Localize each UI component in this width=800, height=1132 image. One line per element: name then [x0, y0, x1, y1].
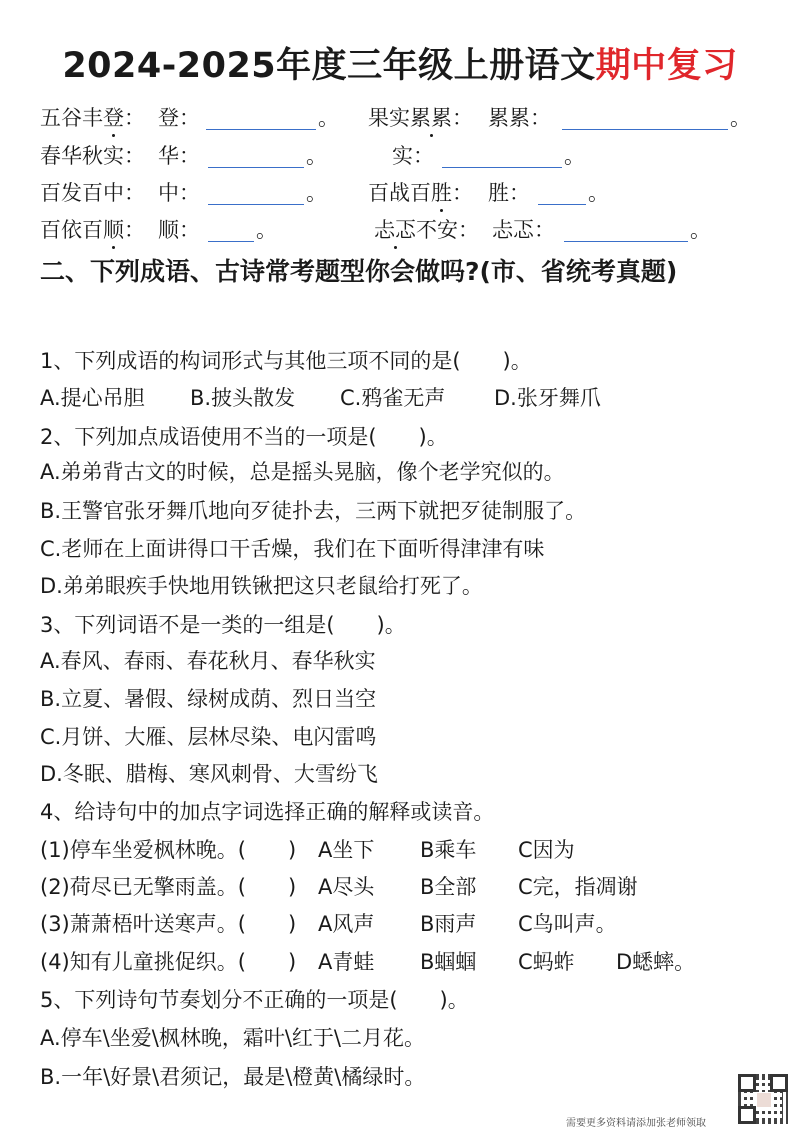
option-d[interactable]: D.张牙舞爪 [494, 386, 601, 410]
dotted-char: 胜 [431, 178, 452, 208]
option-c[interactable]: C鸟叫声。 [518, 912, 617, 936]
vocab-idiom: 百依百顺： [40, 215, 145, 245]
title-main: 2024-2025年度三年级上册语文 [62, 46, 596, 86]
question-4-stem: 4、给诗句中的加点字词选择正确的解释或读音。 [40, 800, 495, 824]
item-text: (4)知有儿童挑促织。( ) [40, 950, 297, 974]
answer-blank[interactable] [208, 241, 254, 242]
option-b[interactable]: B蝈蝈 [420, 950, 477, 974]
option-c[interactable]: C因为 [518, 838, 575, 862]
option-b[interactable]: B.披头散发 [190, 386, 296, 410]
option-c[interactable]: C蚂蚱 [518, 950, 575, 974]
answer-blank[interactable] [206, 129, 316, 130]
vocab-end: 。 [690, 218, 711, 242]
option-b[interactable]: B乘车 [420, 838, 477, 862]
qr-code-icon[interactable] [738, 1074, 788, 1124]
vocab-end: 。 [588, 181, 609, 205]
vocab-row-4 [40, 215, 780, 245]
vocab-row-2 [40, 141, 780, 171]
vocab-idiom: 果实累累： [368, 103, 473, 133]
qr-corner [738, 1074, 756, 1092]
vocab-word: 登： [158, 106, 200, 130]
vocab-word: 实： [392, 144, 434, 168]
option-a[interactable]: A尽头 [318, 875, 375, 899]
page-title [0, 36, 800, 96]
question-4-item [40, 908, 780, 940]
option-c[interactable]: C.月饼、大雁、层林尽染、电闪雷鸣 [40, 725, 377, 749]
vocab-idiom: 百战百胜： [368, 178, 473, 208]
vocab-end: 。 [256, 218, 277, 242]
option-b[interactable]: B雨声 [420, 912, 477, 936]
option-a[interactable]: A.春风、春雨、春花秋月、春华秋实 [40, 649, 376, 673]
question-2-stem: 2、下列加点成语使用不当的一项是( )。 [40, 425, 448, 449]
item-text: (2)荷尽已无擎雨盖。( ) [40, 875, 297, 899]
section-heading: 二、下列成语、古诗常考题型你会做吗?(市、省统考真题) [40, 257, 678, 286]
vocab-idiom: 春华秋实： [40, 144, 145, 168]
option-b[interactable]: B.一年\好景\君须记，最是\橙黄\橘绿时。 [40, 1065, 426, 1089]
option-c[interactable]: C完，指凋谢 [518, 875, 638, 899]
vocab-idiom: 忐忑不安： [374, 215, 479, 245]
option-c[interactable]: C.老师在上面讲得口干舌燥，我们在下面听得津津有味 [40, 537, 545, 561]
vocab-word: 忐忑： [492, 218, 555, 242]
answer-blank[interactable] [442, 167, 562, 168]
option-d[interactable]: D.冬眠、腊梅、寒风刺骨、大雪纷飞 [40, 762, 378, 786]
question-3-stem: 3、下列词语不是一类的一组是( )。 [40, 613, 406, 637]
question-1-options [40, 382, 780, 414]
option-a[interactable]: A.弟弟背古文的时候，总是摇头晃脑，像个老学究似的。 [40, 460, 565, 484]
footer-note: 需要更多资料请添加张老师领取 [566, 1118, 706, 1129]
item-text: (1)停车坐爱枫林晚。( ) [40, 838, 297, 862]
vocab-end: 。 [564, 144, 585, 168]
option-b[interactable]: B全部 [420, 875, 477, 899]
dotted-char: 忐忑 [374, 215, 416, 245]
option-d[interactable]: D.弟弟眼疾手快地用铁锹把这只老鼠给打死了。 [40, 574, 483, 598]
option-a[interactable]: A坐下 [318, 838, 375, 862]
option-a[interactable]: A.停车\坐爱\枫林晚，霜叶\红于\二月花。 [40, 1026, 425, 1050]
title-highlight: 期中复习 [595, 46, 738, 86]
item-text: (3)萧萧梧叶送寒声。( ) [40, 912, 297, 936]
vocab-word: 顺： [158, 218, 200, 242]
vocab-row-3 [40, 178, 780, 208]
question-5-stem: 5、下列诗句节奏划分不正确的一项是( )。 [40, 988, 469, 1012]
answer-blank[interactable] [538, 204, 586, 205]
vocab-idiom: 百发百中： [40, 181, 145, 205]
option-d[interactable]: D蟋蟀。 [616, 950, 696, 974]
vocab-end: 。 [318, 106, 339, 130]
vocab-word: 中： [158, 181, 200, 205]
vocab-idiom: 五谷丰登： [40, 103, 145, 133]
answer-blank[interactable] [208, 204, 304, 205]
answer-blank[interactable] [564, 241, 688, 242]
option-b[interactable]: B.王警官张牙舞爪地向歹徒扑去，三两下就把歹徒制服了。 [40, 499, 587, 523]
vocab-end: 。 [306, 144, 327, 168]
qr-corner [770, 1074, 788, 1092]
vocab-word: 累累： [488, 106, 551, 130]
avatar [756, 1092, 772, 1108]
vocab-row-1 [40, 103, 780, 133]
question-4-item [40, 871, 780, 903]
dotted-char: 累累 [410, 103, 452, 133]
option-a[interactable]: A风声 [318, 912, 375, 936]
vocab-end: 。 [306, 181, 327, 205]
dotted-char: 顺 [103, 215, 124, 245]
question-1-stem: 1、下列成语的构词形式与其他三项不同的是( )。 [40, 349, 532, 373]
option-b[interactable]: B.立夏、暑假、绿树成荫、烈日当空 [40, 687, 377, 711]
vocab-word: 胜： [488, 181, 530, 205]
vocab-word: 华： [158, 144, 200, 168]
question-4-item [40, 946, 780, 978]
question-4-item [40, 834, 780, 866]
answer-blank[interactable] [562, 129, 728, 130]
option-a[interactable]: A.提心吊胆 [40, 386, 145, 410]
option-a[interactable]: A青蛙 [318, 950, 375, 974]
dotted-char: 登 [103, 103, 124, 133]
option-c[interactable]: C.鸦雀无声 [340, 386, 446, 410]
qr-corner [738, 1106, 756, 1124]
vocab-end: 。 [730, 106, 751, 130]
answer-blank[interactable] [208, 167, 304, 168]
